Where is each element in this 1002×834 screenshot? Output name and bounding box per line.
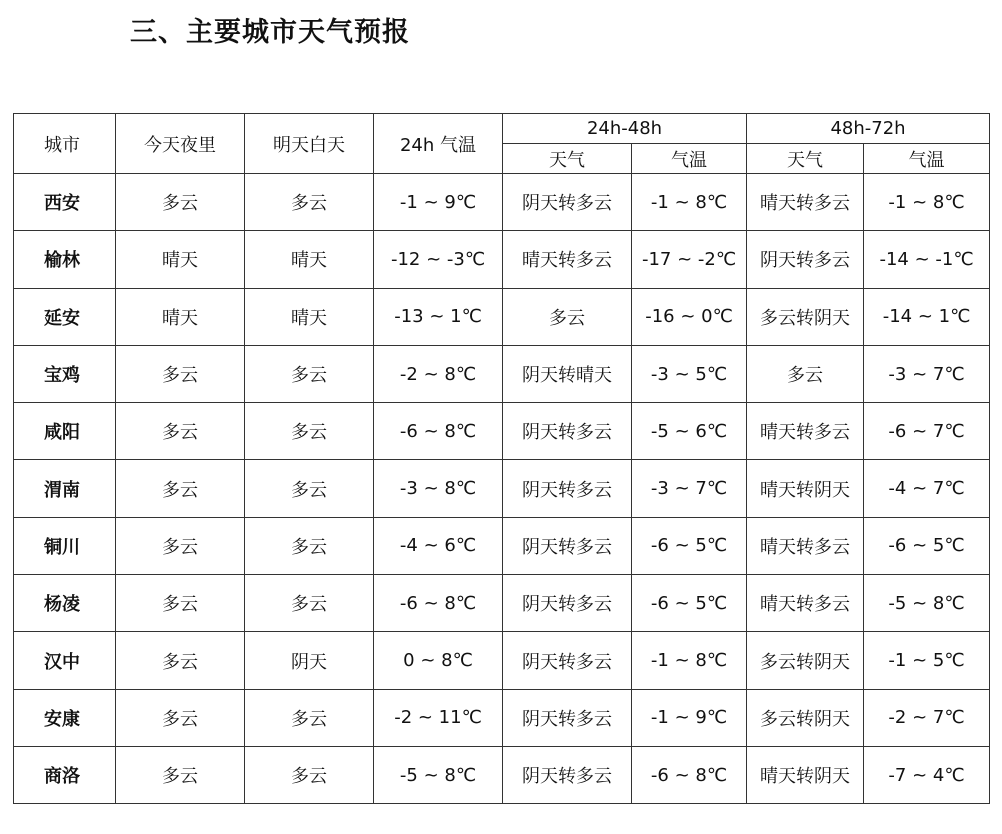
cell-temp-24h: -1 ~ 9℃ (374, 174, 503, 231)
cell-tomorrow-day: 晴天 (245, 288, 374, 345)
cell-tonight: 晴天 (116, 288, 245, 345)
cell-city: 宝鸡 (14, 345, 116, 402)
cell-city: 安康 (14, 689, 116, 746)
cell-tonight: 多云 (116, 345, 245, 402)
cell-tomorrow-day: 晴天 (245, 231, 374, 288)
cell-city: 咸阳 (14, 403, 116, 460)
forecast-table (13, 113, 990, 804)
table-row (14, 174, 990, 231)
cell-tomorrow-day: 多云 (245, 460, 374, 517)
cell-tomorrow-day: 多云 (245, 174, 374, 231)
cell-weather-72h: 晴天转多云 (747, 174, 864, 231)
cell-weather-72h: 晴天转阴天 (747, 746, 864, 803)
table-row (14, 746, 990, 803)
cell-temp-24h: -5 ~ 8℃ (374, 746, 503, 803)
cell-temp-48h: -3 ~ 5℃ (632, 345, 747, 402)
cell-temp-48h: -6 ~ 5℃ (632, 517, 747, 574)
cell-temp-48h: -1 ~ 8℃ (632, 632, 747, 689)
cell-weather-72h: 多云转阴天 (747, 689, 864, 746)
header-temp-24h: 24h 气温 (374, 114, 503, 174)
cell-temp-48h: -6 ~ 8℃ (632, 746, 747, 803)
cell-weather-72h: 晴天转多云 (747, 403, 864, 460)
cell-temp-72h: -3 ~ 7℃ (864, 345, 990, 402)
cell-temp-24h: -3 ~ 8℃ (374, 460, 503, 517)
cell-temp-24h: -12 ~ -3℃ (374, 231, 503, 288)
cell-city: 延安 (14, 288, 116, 345)
cell-temp-24h: -6 ~ 8℃ (374, 575, 503, 632)
cell-weather-48h: 阴天转多云 (503, 403, 632, 460)
cell-tonight: 多云 (116, 174, 245, 231)
table-row (14, 632, 990, 689)
cell-tomorrow-day: 多云 (245, 746, 374, 803)
cell-temp-72h: -1 ~ 8℃ (864, 174, 990, 231)
table-body (14, 174, 990, 804)
cell-temp-24h: -6 ~ 8℃ (374, 403, 503, 460)
table-header-row (14, 114, 990, 144)
header-city: 城市 (14, 114, 116, 174)
cell-weather-48h: 阴天转多云 (503, 174, 632, 231)
cell-tomorrow-day: 多云 (245, 345, 374, 402)
cell-tomorrow-day: 多云 (245, 517, 374, 574)
page-title: 三、主要城市天气预报 (130, 17, 410, 48)
cell-city: 铜川 (14, 517, 116, 574)
cell-weather-72h: 晴天转阴天 (747, 460, 864, 517)
cell-weather-48h: 阴天转多云 (503, 517, 632, 574)
table-row (14, 403, 990, 460)
cell-tonight: 多云 (116, 632, 245, 689)
cell-city: 杨凌 (14, 575, 116, 632)
header-range-24-48: 24h-48h (503, 114, 747, 144)
header-range-48-72: 48h-72h (747, 114, 990, 144)
cell-temp-72h: -2 ~ 7℃ (864, 689, 990, 746)
header-tonight: 今天夜里 (116, 114, 245, 174)
cell-temp-24h: 0 ~ 8℃ (374, 632, 503, 689)
cell-tonight: 多云 (116, 517, 245, 574)
cell-temp-24h: -4 ~ 6℃ (374, 517, 503, 574)
cell-tonight: 多云 (116, 746, 245, 803)
cell-tomorrow-day: 阴天 (245, 632, 374, 689)
cell-weather-48h: 晴天转多云 (503, 231, 632, 288)
cell-weather-48h: 多云 (503, 288, 632, 345)
cell-temp-48h: -17 ~ -2℃ (632, 231, 747, 288)
cell-city: 渭南 (14, 460, 116, 517)
table-row (14, 288, 990, 345)
cell-weather-72h: 多云 (747, 345, 864, 402)
header-temp-72: 气温 (864, 144, 990, 174)
cell-city: 榆林 (14, 231, 116, 288)
cell-temp-72h: -6 ~ 7℃ (864, 403, 990, 460)
table-row (14, 575, 990, 632)
header-temp-48: 气温 (632, 144, 747, 174)
cell-temp-24h: -13 ~ 1℃ (374, 288, 503, 345)
cell-temp-48h: -16 ~ 0℃ (632, 288, 747, 345)
cell-temp-72h: -4 ~ 7℃ (864, 460, 990, 517)
cell-temp-48h: -5 ~ 6℃ (632, 403, 747, 460)
cell-temp-72h: -5 ~ 8℃ (864, 575, 990, 632)
cell-tonight: 多云 (116, 575, 245, 632)
cell-temp-24h: -2 ~ 11℃ (374, 689, 503, 746)
cell-tomorrow-day: 多云 (245, 575, 374, 632)
table-row (14, 231, 990, 288)
cell-city: 商洛 (14, 746, 116, 803)
cell-temp-72h: -7 ~ 4℃ (864, 746, 990, 803)
cell-tonight: 多云 (116, 460, 245, 517)
cell-weather-72h: 阴天转多云 (747, 231, 864, 288)
cell-weather-48h: 阴天转多云 (503, 632, 632, 689)
table-row (14, 460, 990, 517)
cell-tonight: 晴天 (116, 231, 245, 288)
cell-city: 西安 (14, 174, 116, 231)
cell-temp-48h: -1 ~ 8℃ (632, 174, 747, 231)
cell-temp-72h: -1 ~ 5℃ (864, 632, 990, 689)
cell-tomorrow-day: 多云 (245, 403, 374, 460)
cell-temp-48h: -6 ~ 5℃ (632, 575, 747, 632)
cell-weather-72h: 晴天转多云 (747, 575, 864, 632)
cell-temp-72h: -14 ~ -1℃ (864, 231, 990, 288)
cell-tonight: 多云 (116, 403, 245, 460)
table-row (14, 517, 990, 574)
cell-temp-72h: -6 ~ 5℃ (864, 517, 990, 574)
cell-city: 汉中 (14, 632, 116, 689)
header-weather-48: 天气 (503, 144, 632, 174)
cell-temp-48h: -1 ~ 9℃ (632, 689, 747, 746)
cell-weather-72h: 晴天转多云 (747, 517, 864, 574)
cell-weather-48h: 阴天转多云 (503, 575, 632, 632)
table-row (14, 689, 990, 746)
cell-weather-48h: 阴天转多云 (503, 746, 632, 803)
cell-tonight: 多云 (116, 689, 245, 746)
header-weather-72: 天气 (747, 144, 864, 174)
cell-temp-48h: -3 ~ 7℃ (632, 460, 747, 517)
header-tomorrow-day: 明天白天 (245, 114, 374, 174)
table-row (14, 345, 990, 402)
cell-temp-24h: -2 ~ 8℃ (374, 345, 503, 402)
cell-temp-72h: -14 ~ 1℃ (864, 288, 990, 345)
cell-weather-48h: 阴天转多云 (503, 689, 632, 746)
cell-weather-72h: 多云转阴天 (747, 288, 864, 345)
cell-weather-48h: 阴天转晴天 (503, 345, 632, 402)
cell-weather-72h: 多云转阴天 (747, 632, 864, 689)
cell-tomorrow-day: 多云 (245, 689, 374, 746)
cell-weather-48h: 阴天转多云 (503, 460, 632, 517)
